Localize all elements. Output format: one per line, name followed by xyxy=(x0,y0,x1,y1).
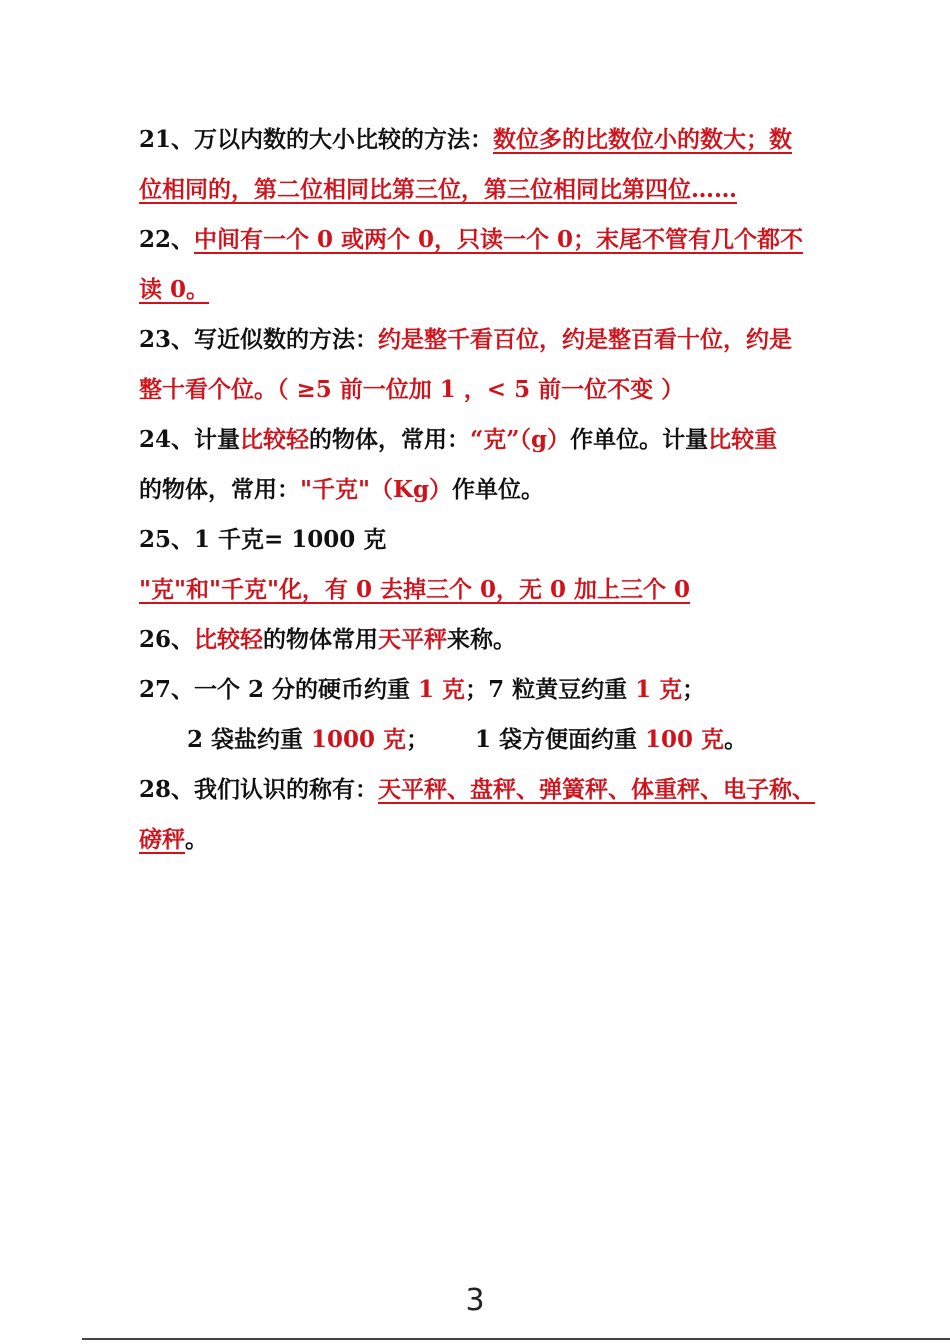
item-26-text-b: 来称。 xyxy=(447,626,517,653)
item-24-text-c: 的物体，常用： xyxy=(139,476,300,503)
item-23-answer: 约是整千看百位，约是整百看十位，约是 xyxy=(378,326,793,353)
item-26-label: 26、 xyxy=(139,626,195,653)
item-27-line-2a xyxy=(187,725,429,755)
item-22-line-2 xyxy=(139,275,209,305)
item-28-line-1 xyxy=(139,775,815,805)
item-28-label: 28、我们认识的称有： xyxy=(139,776,379,803)
item-25-line-2 xyxy=(139,575,690,605)
item-21-line-1 xyxy=(139,125,792,155)
item-23-line-1 xyxy=(139,325,792,355)
item-23-label: 23、写近似数的方法： xyxy=(139,326,379,353)
item-27-weight-coin: 1 克 xyxy=(418,676,466,703)
item-22-label: 22、 xyxy=(139,226,195,253)
item-28-answer-cont: 磅秤 xyxy=(139,826,185,853)
item-27-noodle: 1 袋方便面约重 xyxy=(475,726,646,753)
item-28-line-2 xyxy=(139,825,208,855)
item-21-answer: 数位多的比数位小的数大；数 xyxy=(493,126,793,153)
item-22-answer-cont: 读 0。 xyxy=(139,276,210,303)
page-number: 3 xyxy=(465,1283,485,1318)
item-24-line-1 xyxy=(139,425,777,455)
item-24-line-2 xyxy=(139,475,544,505)
item-24-text-b: 作单位。计量 xyxy=(570,426,709,453)
item-23-answer-cont: 整十看个位。（ ≥5 前一位加 1 ，< 5 前一位不变 ） xyxy=(139,376,685,403)
item-27-weight-noodle: 100 克 xyxy=(645,726,725,753)
item-27-text-b: ； xyxy=(682,676,706,703)
item-24-term-heavy: 比较重 xyxy=(708,426,778,453)
item-24-unit-g: “克”（g） xyxy=(470,426,571,453)
item-22-line-1 xyxy=(139,225,803,255)
item-21-answer-cont: 位相同的，第二位相同比第三位，第三位相同比第四位…… xyxy=(139,176,737,203)
item-28-end: 。 xyxy=(185,826,208,853)
item-26-text-a: 的物体常用 xyxy=(263,626,379,653)
item-22-answer: 中间有一个 0 或两个 0，只读一个 0；末尾不管有几个都不 xyxy=(194,226,804,253)
item-24-unit-kg: "千克"（Kg） xyxy=(300,476,453,503)
item-25-note: "克"和"千克"化，有 0 去掉三个 0，无 0 加上三个 0 xyxy=(139,576,690,603)
item-27-label: 27、一个 2 分的硬币约重 xyxy=(139,676,419,703)
item-21-line-2 xyxy=(139,175,737,205)
item-24-term-light: 比较轻 xyxy=(240,426,310,453)
item-26-line xyxy=(139,625,516,655)
item-27-text-d: 。 xyxy=(724,726,748,753)
item-25-label: 25、1 千克= 1000 克 xyxy=(139,526,387,553)
item-27-text-a: ；7 粒黄豆约重 xyxy=(465,676,636,703)
item-27-salt: 2 袋盐约重 xyxy=(187,726,312,753)
item-23-line-2 xyxy=(139,375,684,405)
item-27-line-1 xyxy=(139,675,705,705)
item-24-label: 24、计量 xyxy=(139,426,241,453)
item-27-weight-salt: 1000 克 xyxy=(311,726,407,753)
item-28-answer: 天平秤、盘秤、弹簧秤、体重秤、电子称、 xyxy=(378,776,816,803)
item-21-label: 21、万以内数的大小比较的方法： xyxy=(139,126,494,153)
item-27-text-c: ； xyxy=(406,726,430,753)
item-24-text-a: 的物体，常用： xyxy=(309,426,471,453)
item-24-text-d: 作单位。 xyxy=(452,476,545,503)
item-27-line-2b xyxy=(475,725,747,755)
bottom-rule xyxy=(82,1338,950,1340)
item-25-line-1 xyxy=(139,525,386,555)
item-26-tool: 天平秤 xyxy=(378,626,448,653)
item-26-term: 比较轻 xyxy=(194,626,264,653)
item-27-weight-beans: 1 克 xyxy=(635,676,683,703)
